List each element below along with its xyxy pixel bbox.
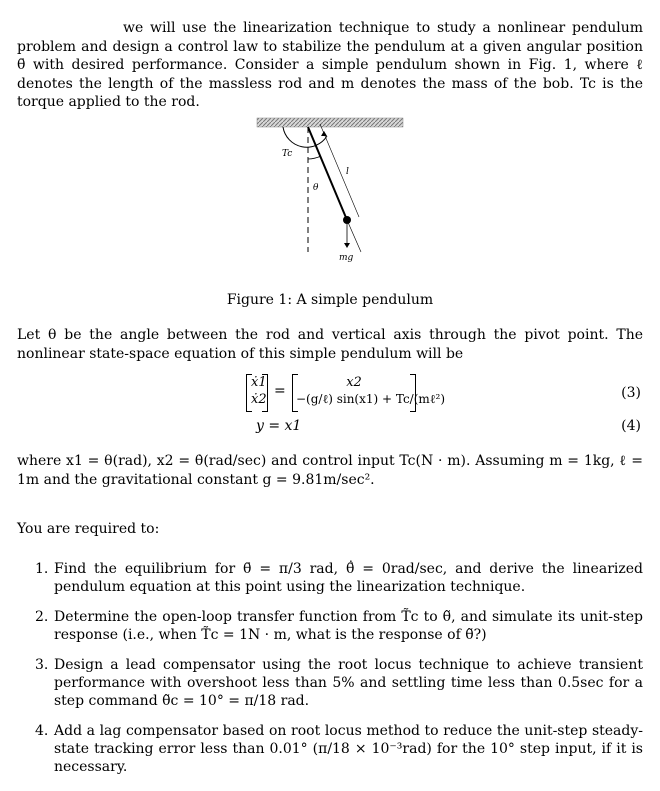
item-text: Determine the open-loop transfer function from T̃c to θ̃, and simulate its unit-step response (i.e., when T̃c = 1N · m, what is the response of θ̃?) (54, 609, 643, 643)
item-number: 1. (35, 561, 49, 577)
pendulum-bob (343, 216, 351, 224)
length-label: l (346, 167, 349, 177)
lhs-top: ẋ1 (251, 375, 267, 390)
equation-4: y = x1 (256, 418, 302, 434)
angle-arc (308, 156, 321, 159)
requirements-heading: You are required to: (17, 521, 160, 537)
item-text: Find the equilibrium for θ̄ = π/3 rad, θ̄̇ = 0rad/sec, and derive the linearized pendulum equation at this point using the linearization technique. (54, 561, 643, 595)
equation-number-3: (3) (621, 385, 641, 401)
lhs-bottom: ẋ2 (251, 392, 267, 407)
item-text: Add a lag compensator based on root locus method to reduce the unit-step steady-state tracking error less than 0.01° (π/18 × 10⁻³rad) for the 10° step input, if it is necessary. (54, 723, 643, 775)
angle-label: θ (313, 183, 319, 193)
torque-arc (283, 127, 327, 147)
pendulum-figure (255, 114, 405, 264)
item-number: 4. (35, 723, 49, 739)
item-number: 3. (35, 657, 49, 673)
parameters-paragraph: where x1 = θ(rad), x2 = θ̇(rad/sec) and control input Tc(N · m). Assuming m = 1kg, ℓ = 1m and the gravitational constant g = 9.81m/sec². (17, 453, 643, 488)
ceiling (257, 118, 403, 127)
item-number: 2. (35, 609, 49, 625)
rhs-bottom: −(g/ℓ) sin(x1) + Tc/(mℓ²) (296, 392, 446, 406)
equation-number-4: (4) (621, 418, 641, 434)
weight-label: mg (339, 253, 354, 263)
rhs-top: x2 (346, 375, 362, 390)
intro-paragraph: we will use the linearization technique to study a nonlinear pendulum problem and design a control law to stabilize the pendulum at a given angular position θ̄ with desired performance. Consider a simple pendulum shown in Fig. 1, where ℓ denotes the length of the massless rod and m denotes the mass of the bob. Tc is the torque applied to the rod. (17, 20, 643, 110)
torque-label: Tc (282, 149, 293, 159)
equation-3 (246, 374, 446, 412)
equals-sign: = (274, 383, 286, 399)
rod-extension (347, 220, 361, 252)
pendulum-rod (308, 127, 347, 220)
state-space-paragraph: Let θ be the angle between the rod and vertical axis through the pivot point. The nonlinear state-space equation of this simple pendulum will be (17, 327, 643, 362)
item-text: Design a lead compensator using the root locus technique to achieve transient performance with overshoot less than 5% and settling time less than 0.5sec for a step command θ̃c = 10° = π/18 rad. (54, 657, 643, 709)
figure-caption: Figure 1: A simple pendulum (226, 292, 434, 308)
